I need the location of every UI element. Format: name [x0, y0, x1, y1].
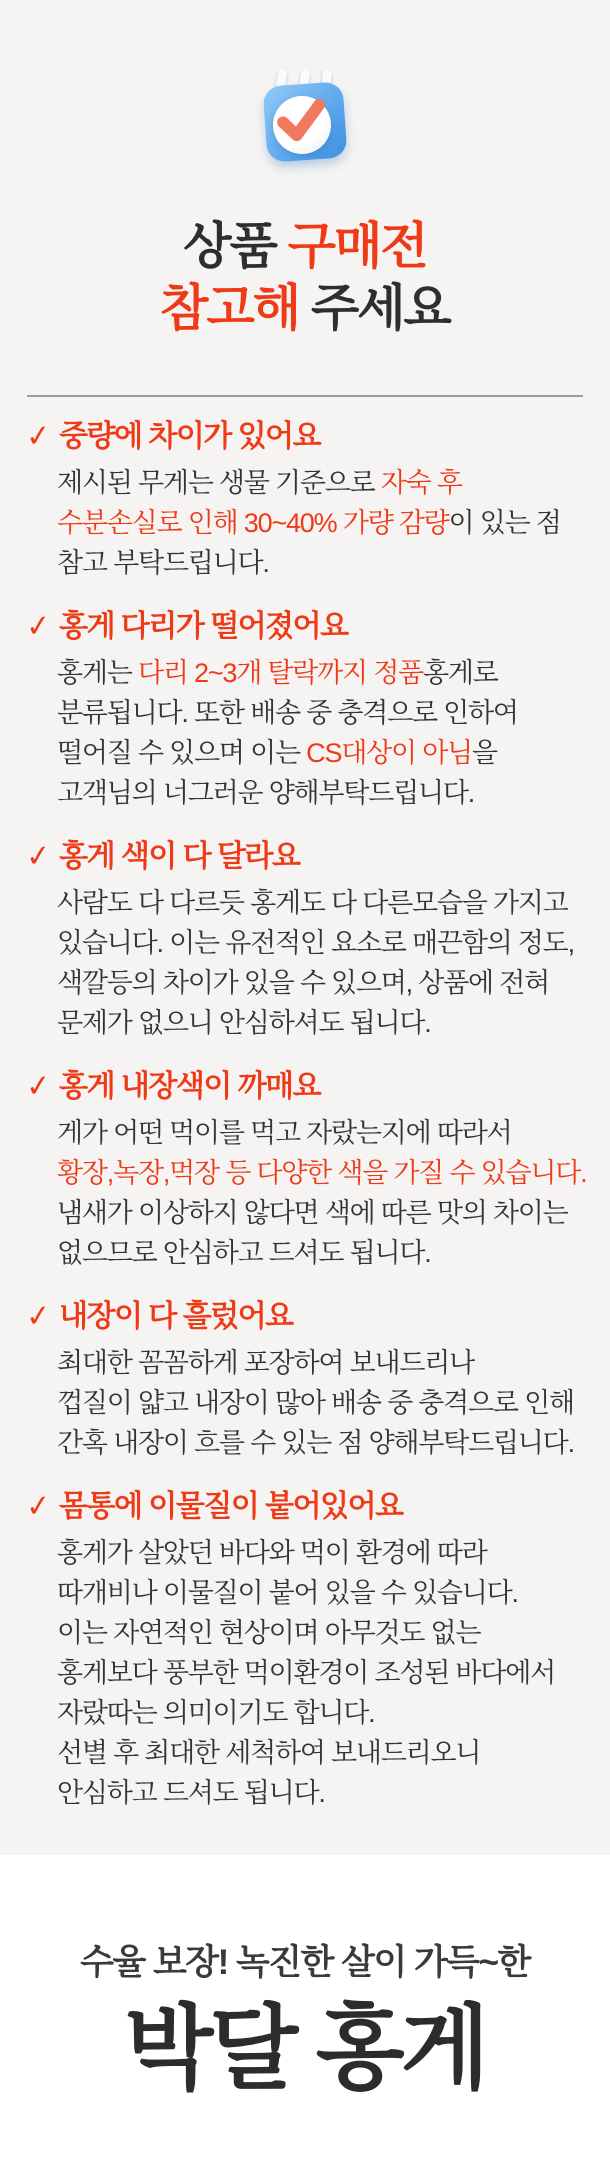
plain-text: 간혹 내장이 흐를 수 있는 점 양해부탁드립니다. — [57, 1428, 574, 1458]
footer-product-title: 박달 홍게 — [124, 1998, 486, 2100]
section-heading-row — [26, 419, 596, 455]
section-heading: 몸통에 이물질이 붙어있어요 — [59, 1490, 403, 1523]
highlighted-text: 황장,녹장,먹장 등 다양한 색을 가질 수 있습니다. — [57, 1158, 587, 1188]
section-body — [57, 653, 596, 813]
body-line — [57, 653, 596, 693]
section-heading-row — [26, 839, 596, 875]
body-line — [57, 1383, 596, 1423]
plain-text: 이 있는 점 — [448, 508, 561, 538]
body-line — [57, 1113, 596, 1153]
body-line — [57, 1653, 596, 1693]
plain-text: 껍질이 얇고 내장이 많아 배송 중 충격으로 인해 — [57, 1388, 574, 1418]
plain-text: 이는 자연적인 현상이며 아무것도 없는 — [57, 1618, 481, 1648]
plain-text: 참고 부탁드립니다. — [57, 548, 269, 578]
section-heading: 홍게 내장색이 까매요 — [59, 1070, 321, 1103]
body-line — [57, 883, 596, 923]
section-heading-row — [26, 1489, 596, 1525]
divider — [27, 395, 583, 397]
plain-text: 분류됩니다. 또한 배송 중 충격으로 인하여 — [57, 698, 518, 728]
plain-text: 없으므로 안심하고 드셔도 됩니다. — [57, 1238, 431, 1268]
plain-text: 고객님의 너그러운 양해부탁드립니다. — [57, 778, 475, 808]
plain-text: 주세요 — [299, 280, 450, 336]
section-heading: 홍게 다리가 떨어졌어요 — [59, 610, 348, 643]
footer-subtitle: 수율 보장! 녹진한 살이 가득~한 — [80, 1943, 530, 1982]
plain-text: 떨어질 수 있으며 이는 — [57, 738, 307, 768]
plain-text: 제시된 무게는 생물 기준으로 — [57, 468, 381, 498]
body-line — [57, 963, 596, 1003]
section-body — [57, 1343, 596, 1463]
section-heading-row — [26, 1299, 596, 1335]
highlighted-text: 자숙 후 — [380, 468, 462, 498]
check-icon: ✓ — [24, 838, 53, 875]
check-icon: ✓ — [24, 418, 53, 455]
highlighted-text: 구매전 — [287, 218, 427, 274]
section-body — [57, 1113, 596, 1273]
clipboard-check-icon — [255, 70, 355, 165]
section-heading-row — [26, 609, 596, 645]
highlighted-text: 참고해 — [160, 280, 300, 336]
body-line — [57, 1693, 596, 1733]
notice-section — [26, 609, 596, 813]
plain-text: 상품 — [183, 218, 288, 274]
plain-text: 게가 어떤 먹이를 먹고 자랐는지에 따라서 — [57, 1118, 512, 1148]
body-line — [57, 1773, 596, 1813]
highlighted-text: CS대상이 아님 — [306, 738, 472, 768]
body-line — [57, 1613, 596, 1653]
title-line — [0, 277, 610, 339]
body-line — [57, 1343, 596, 1383]
section-body — [57, 1533, 596, 1813]
body-line — [57, 463, 596, 503]
plain-text: 사람도 다 다르듯 홍게도 다 다른모습을 가지고 — [57, 888, 568, 918]
body-line — [57, 1153, 596, 1193]
body-line — [57, 1533, 596, 1573]
body-line — [57, 543, 596, 583]
checkmark-icon — [267, 86, 335, 154]
plain-text: 선별 후 최대한 세척하여 보내드리오니 — [57, 1738, 481, 1768]
body-line — [57, 773, 596, 813]
footer-panel — [0, 1855, 610, 2162]
notice-section — [26, 419, 596, 583]
check-icon: ✓ — [24, 1298, 53, 1335]
body-line — [57, 923, 596, 963]
body-line — [57, 733, 596, 773]
highlighted-text: 다리 2~3개 탈락까지 정품 — [137, 658, 423, 688]
plain-text: 냄새가 이상하지 않다면 색에 따른 맛의 차이는 — [57, 1198, 568, 1228]
page-title — [0, 215, 610, 339]
section-body — [57, 883, 596, 1043]
body-line — [57, 1573, 596, 1613]
plain-text: 자랐따는 의미이기도 합니다. — [57, 1698, 375, 1728]
body-line — [57, 1423, 596, 1463]
body-line — [57, 693, 596, 733]
plain-text: 따개비나 이물질이 붙어 있을 수 있습니다. — [57, 1578, 518, 1608]
notice-section — [26, 1489, 596, 1813]
body-line — [57, 1233, 596, 1273]
body-line — [57, 503, 596, 543]
plain-text: 안심하고 드셔도 됩니다. — [57, 1778, 325, 1808]
plain-text: 있습니다. 이는 유전적인 요소로 매끈함의 정도, — [57, 928, 574, 958]
notice-section — [26, 839, 596, 1043]
title-line — [0, 215, 610, 277]
plain-text: 홍게가 살았던 바다와 먹이 환경에 따라 — [57, 1538, 487, 1568]
body-line — [57, 1003, 596, 1043]
section-body — [57, 463, 596, 583]
notice-section — [26, 1069, 596, 1273]
section-heading: 내장이 다 흘렀어요 — [59, 1300, 293, 1333]
check-icon: ✓ — [24, 1488, 53, 1525]
notice-sections — [0, 419, 610, 1813]
plain-text: 최대한 꼼꼼하게 포장하여 보내드리나 — [57, 1348, 475, 1378]
plain-text: 홍게로 — [423, 658, 498, 688]
notice-section — [26, 1299, 596, 1463]
section-heading: 홍게 색이 다 달라요 — [59, 840, 300, 873]
plain-text: 홍게는 — [57, 658, 138, 688]
section-heading-row — [26, 1069, 596, 1105]
check-icon: ✓ — [24, 608, 53, 645]
plain-text: 색깔등의 차이가 있을 수 있으며, 상품에 전혀 — [57, 968, 549, 998]
body-line — [57, 1733, 596, 1773]
body-line — [57, 1193, 596, 1233]
plain-text: 홍게보다 풍부한 먹이환경이 조성된 바다에서 — [57, 1658, 555, 1688]
check-icon: ✓ — [24, 1068, 53, 1105]
plain-text: 문제가 없으니 안심하셔도 됩니다. — [57, 1008, 431, 1038]
section-heading: 중량에 차이가 있어요 — [59, 420, 321, 453]
highlighted-text: 수분손실로 인해 30~40% 가량 감량 — [57, 508, 449, 538]
plain-text: 을 — [471, 738, 497, 768]
